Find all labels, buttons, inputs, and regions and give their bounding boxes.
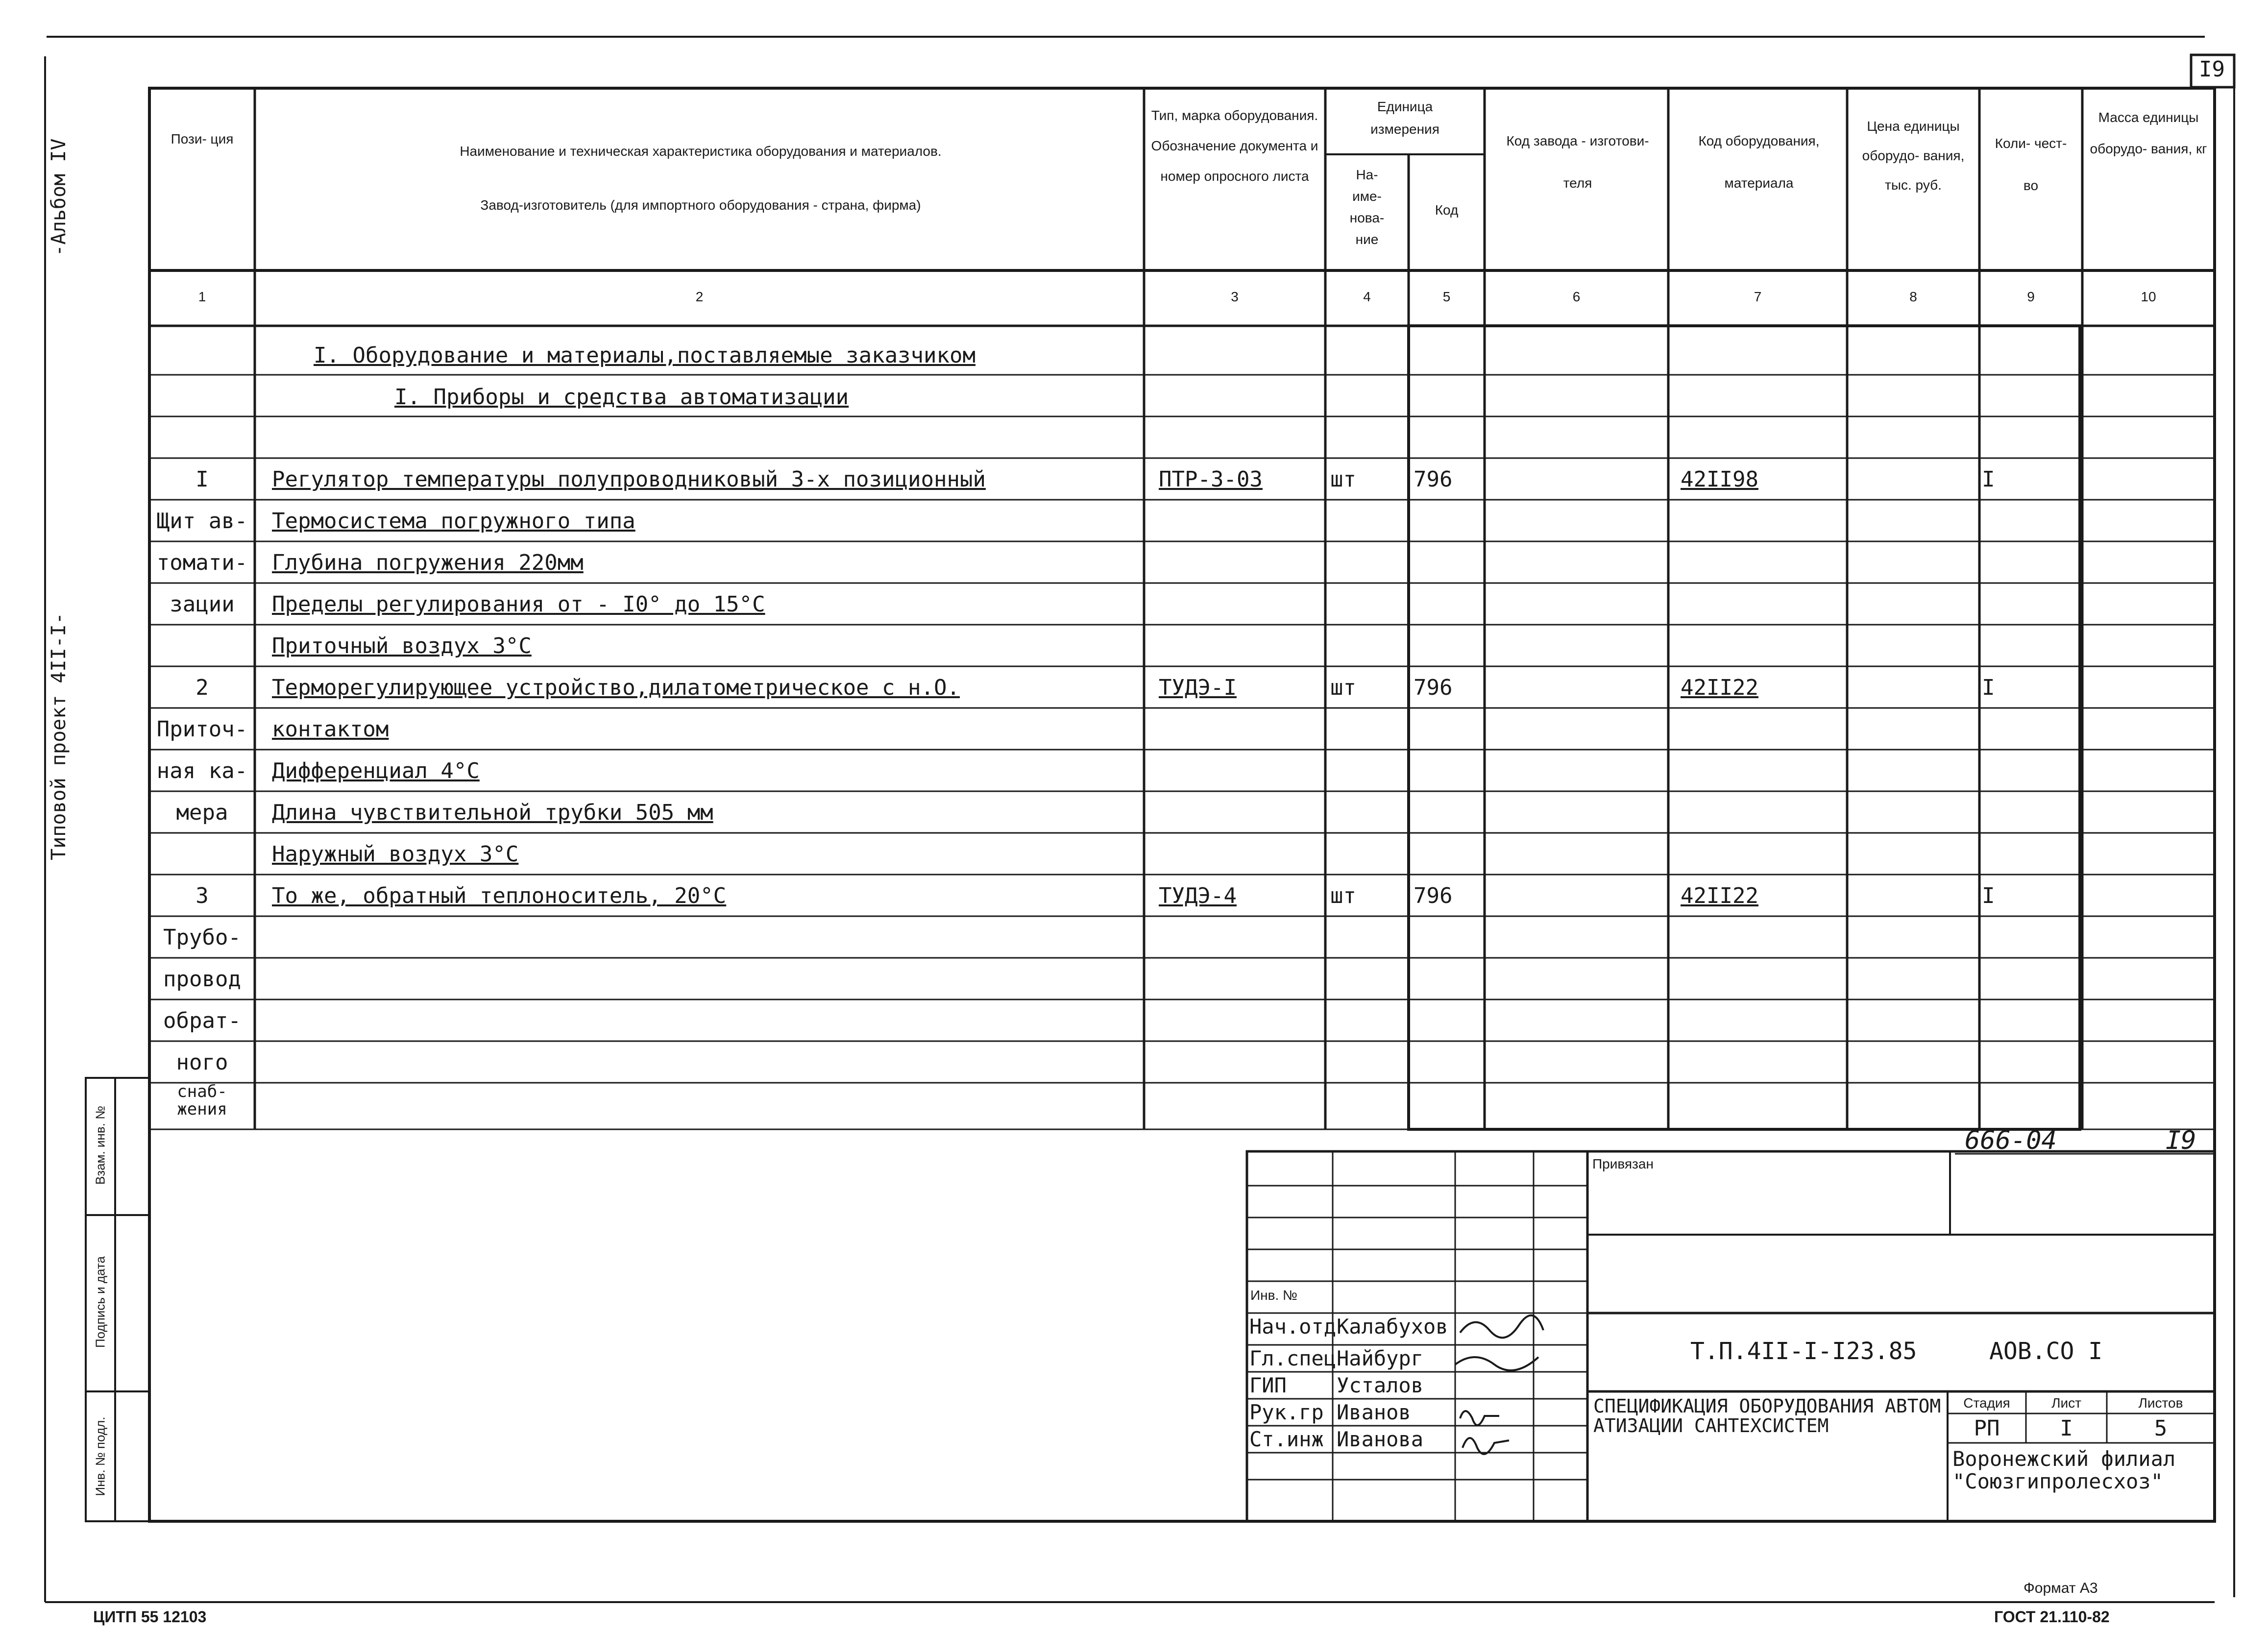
- signer-role-5: Ст.инж: [1249, 1427, 1324, 1451]
- row-unit: шт: [1330, 675, 1356, 700]
- row-type: ПТР-3-03: [1159, 467, 1263, 492]
- colnum-9: 9: [2027, 289, 2035, 304]
- signer-name-2: Найбург: [1337, 1346, 1424, 1370]
- row-quantity: I: [1982, 883, 1995, 908]
- row-position: ная ка-: [156, 758, 248, 783]
- header-mass: Масса единицы оборудо- вания, кг: [2090, 110, 2207, 156]
- row-name: Терморегулирующее устройство,дилатометрическое с н.О.: [272, 675, 960, 700]
- sheet-label: Лист: [2051, 1395, 2081, 1411]
- header-name-line2: Завод-изготовитель (для импортного оборудования - страна, фирма): [480, 197, 921, 213]
- signer-name-5: Иванова: [1337, 1427, 1424, 1451]
- privyazan-label: Привязан: [1592, 1156, 1654, 1171]
- subsection-title: I. Приборы и средства автоматизации: [394, 385, 849, 410]
- header-price: Цена единицы оборудо- вания, тыс. руб.: [1862, 119, 1965, 193]
- stage-label: Стадия: [1963, 1395, 2010, 1411]
- row-type: ТУДЭ-I: [1159, 675, 1237, 700]
- stage-value: РП: [1974, 1416, 2000, 1441]
- row-position: провод: [163, 967, 241, 992]
- inv-no-label: Инв. №: [1250, 1288, 1298, 1303]
- header-material-code: Код оборудования, материала: [1698, 133, 1820, 191]
- colnum-10: 10: [2141, 289, 2156, 304]
- header-unit: Единица измерения: [1370, 99, 1439, 137]
- sheets-value: 5: [2154, 1416, 2168, 1441]
- signer-role-3: ГИП: [1249, 1373, 1287, 1397]
- colnum-2: 2: [695, 289, 704, 304]
- sheet-ref-num: I9: [2166, 1126, 2196, 1155]
- row-unit-code: 796: [1414, 675, 1453, 700]
- doc-title: СПЕЦИФИКАЦИЯ ОБОРУДОВАНИЯ АВТОМАТИЗАЦИИ САНТЕХСИСТЕМ: [1593, 1395, 1941, 1437]
- header-name-line1: Наименование и техническая характеристика оборудования и материалов.: [460, 144, 942, 159]
- organization: Воронежский филиал "Союзгипролесхоз": [1952, 1447, 2176, 1493]
- doc-code: Т.П.4II-I-I23.85: [1690, 1338, 1917, 1365]
- header-position: Пози- ция: [171, 131, 234, 146]
- sheet-ref: 666-04: [1965, 1126, 2057, 1155]
- header-unit-code: Код: [1435, 202, 1459, 218]
- format-label: Формат А3: [2024, 1580, 2098, 1596]
- row-quantity: I: [1982, 467, 1995, 492]
- header-unit-name: На- име- нова- ние: [1349, 167, 1385, 247]
- sheets-label: Листов: [2138, 1395, 2183, 1411]
- row-name: Длина чувствительной трубки 505 мм: [272, 800, 713, 825]
- row-material-code: 42II22: [1681, 883, 1758, 908]
- row-material-code: 42II22: [1681, 675, 1758, 700]
- row-position: 2: [195, 675, 209, 700]
- doc-suffix: АОВ.СО I: [1989, 1338, 2103, 1365]
- row-unit: шт: [1330, 467, 1356, 492]
- row-name: Наружный воздух 3°С: [272, 842, 519, 867]
- row-position: Трубо-: [163, 925, 241, 950]
- header-type: Тип, марка оборудования. Обозначение документа и номер опросного листа: [1151, 108, 1318, 184]
- signer-role-1: Нач.отд: [1249, 1315, 1337, 1339]
- colnum-4: 4: [1363, 289, 1371, 304]
- colnum-5: 5: [1442, 289, 1451, 304]
- row-quantity: I: [1982, 675, 1995, 700]
- row-name: Дифференциал 4°С: [272, 758, 480, 783]
- row-position: ного: [176, 1050, 228, 1075]
- row-name: Термосистема погружного типа: [272, 509, 635, 534]
- row-material-code: 42II98: [1681, 467, 1758, 492]
- header-plant-code: Код завода - изготови- теля: [1506, 133, 1649, 191]
- row-position: томати-: [156, 550, 248, 575]
- row-name: Глубина погружения 220мм: [272, 550, 584, 575]
- signer-role-4: Рук.гр: [1249, 1400, 1324, 1424]
- row-position: снаб- жения: [177, 1082, 227, 1119]
- colnum-8: 8: [1909, 289, 1917, 304]
- row-position: Щит ав-: [156, 509, 248, 534]
- row-name: Регулятор температуры полупроводниковый 3-х позиционный: [272, 467, 986, 492]
- cipher-label: ЦИТП 55 12103: [93, 1608, 207, 1626]
- row-position: обрат-: [163, 1008, 241, 1033]
- signer-name-3: Усталов: [1337, 1373, 1424, 1397]
- row-name: Пределы регулирования от - I0° до 15°С: [272, 592, 765, 617]
- colnum-6: 6: [1572, 289, 1581, 304]
- signer-name-4: Иванов: [1337, 1400, 1411, 1424]
- signer-name-1: Калабухов: [1337, 1315, 1448, 1339]
- row-unit-code: 796: [1414, 467, 1453, 492]
- row-name: контактом: [272, 717, 389, 742]
- row-position: I: [195, 467, 209, 492]
- signatures: [1450, 1313, 1578, 1460]
- row-name: Приточный воздух 3°С: [272, 633, 532, 658]
- header-quantity: Коли- чест- во: [1995, 136, 2067, 193]
- colnum-7: 7: [1754, 289, 1762, 304]
- row-position: мера: [176, 800, 228, 825]
- row-unit-code: 796: [1414, 883, 1453, 908]
- page-number: I9: [2199, 57, 2225, 82]
- signer-role-2: Гл.спец: [1249, 1346, 1337, 1370]
- sheet-value: I: [2060, 1416, 2073, 1441]
- row-unit: шт: [1330, 883, 1356, 908]
- gost-label: ГОСТ 21.110-82: [1994, 1608, 2110, 1626]
- section-title: I. Оборудование и материалы,поставляемые заказчиком: [314, 343, 976, 368]
- colnum-1: 1: [198, 289, 206, 304]
- colnum-3: 3: [1231, 289, 1239, 304]
- row-position: Приточ-: [156, 717, 248, 742]
- row-position: зации: [170, 592, 235, 617]
- row-type: ТУДЭ-4: [1159, 883, 1237, 908]
- row-position: 3: [195, 883, 209, 908]
- row-name: То же, обратный теплоноситель, 20°С: [272, 883, 727, 908]
